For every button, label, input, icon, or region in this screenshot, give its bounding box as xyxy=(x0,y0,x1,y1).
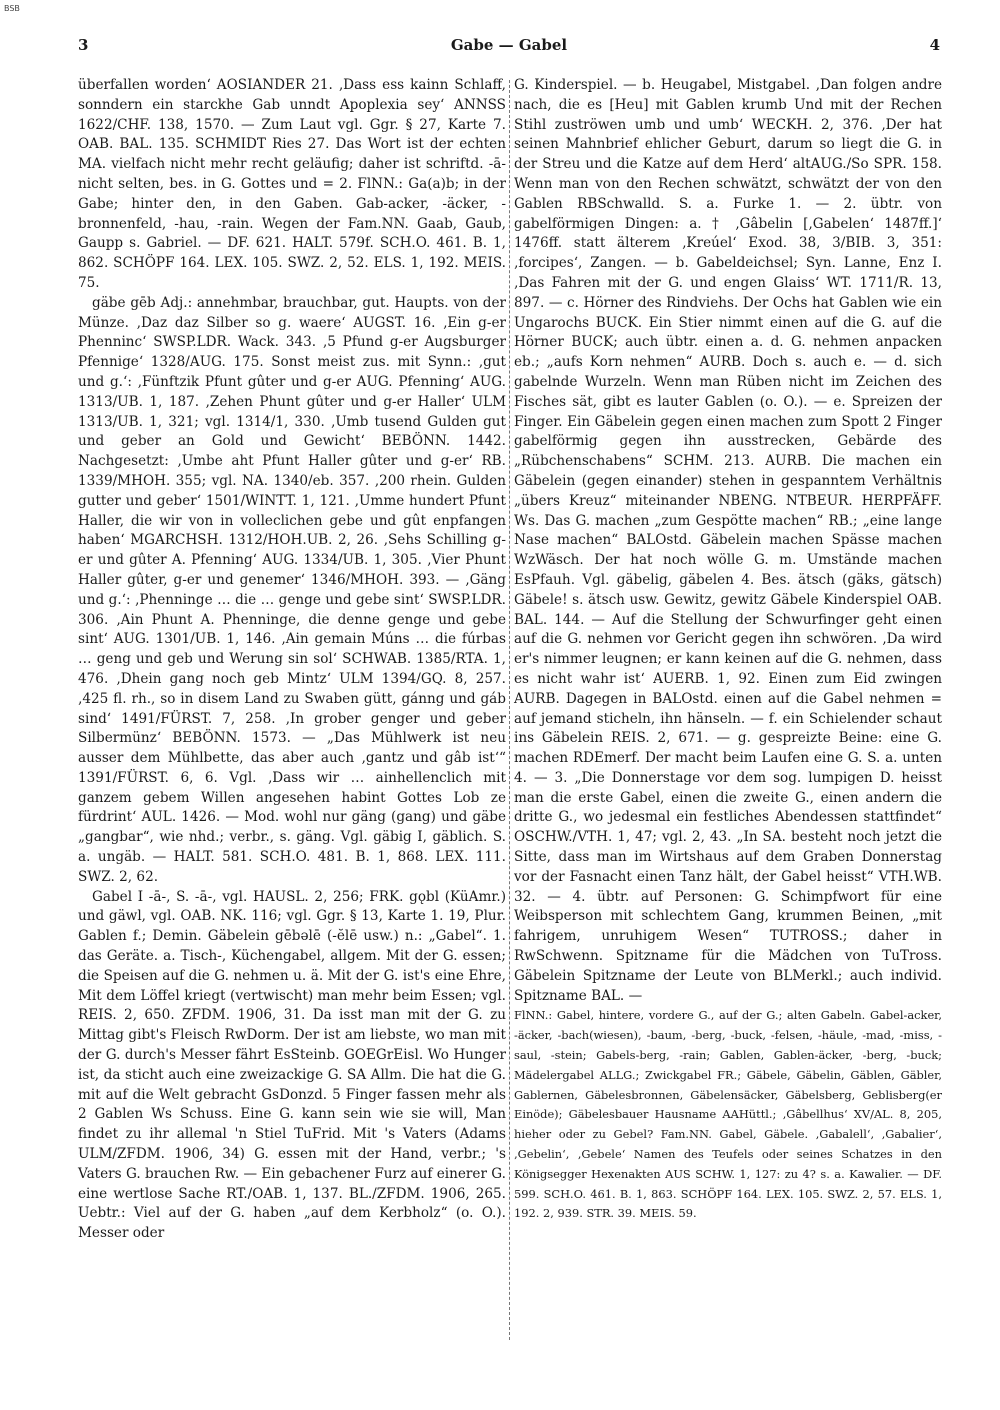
column-divider xyxy=(509,80,510,1340)
entry-gaebe: gäbe gēb Adj.: annehmbar, brauchbar, gut. Haupts. von der Münze. ‚Daz daz Silber so g. waere‘ AUGST. 16. ‚Ein g-er Phenninc‘ SWSP.LDR. Wack. 343. ‚5 Pfund g-er Augsburger Pfennige‘ 1328/AUG. 175. Sonst meist zus. mit Synn.: ‚gut und g.‘: ‚Fünftzik Pfunt gûter und g-er AUG. Pfenning‘ AUG. 1313/UB. 1, 187. ‚Zehen Phunt gûter und g-er Haller‘ ULM 1313/UB. 1, 321; vgl. 1314/1, 330. ‚Umb tusend Gulden gut und geber an Gold und Gewicht‘ BEBÖNN. 1442. Nachgesetzt: ‚Umbe aht Pfunt Haller gûter und g-er‘ RB. 1339/MHOH. 355; vgl. NA. 1340/eb. 357. ‚200 rhein. Gulden gutter und geber‘ 1501/WINTT. 1, 121. ‚Umme hundert Pfunt Haller, die wir von in volleclichen gebe und gût enpfangen haben‘ MGARCHSH. 1312/HOH.UB. 2, 26. ‚Sehs Schilling g-er und gûter A. Pfenning‘ AUG. 1334/UB. 1, 305. ‚Vier Phunt Haller gûter, g-er und genemer‘ 1346/MHOH. 393. — ‚Gäng und g.‘: ‚Phenninge … die … genge und gebe sint‘ SWSP.LDR. 306. ‚Ain Phunt A. Phenninge, die denne genge und gebe sint‘ AUG. 1301/UB. 1, 146. ‚Ain gemain Múns … die fúrbas … geng und geb und Werung sin sol‘ SCHWAB. 1385/RTA. 1, 476. ‚Dhein gang noch geb Mintz‘ ULM 1394/GQ. 8, 257. ‚425 fl. rh., so in disem Land zu Swaben gütt, gánng und gáb sind‘ 1491/FÜRST. 7, 258. ‚In grober genger und geber Silbermünz‘ BEBÖNN. 1573. — „Das Mühlwerk ist neu ausser dem Mühlbette, das aber auch ‚gantz und gâb ist‘“ 1391/FÜRST. 6, 6. Vgl. ‚Dass wir … ainhellenclich mit ganzem gebem Willen angesehen habint Gottes Lob ze fürdrint‘ AUL. 1426. — Mod. wohl nur gäng (gang) und gäbe „gangbar“, wie nhd.; verbr., s. gäng. Vgl. gäbig I, gäblich. S. a. ungäb. — HALT. 581. SCH.O. 481. B. 1, 868. LEX. 111. SWZ. 2, 62. xyxy=(78,294,506,885)
entry-gabel-placenames: FlNN.: Gabel, hintere, vordere G., auf der G.; alten Gabeln. Gabel-acker, -äcker, -bach(wiesen), -baum, -berg, -buck, -felsen, -häule, -mad, -miss, -saul, -stein; Gabels-berg, -rain; Gablen, Gablen-äcker, -berg, -buck; Mädelergabel ALLG.; Zwickgabel FR.; Gäbele, Gäbelin, Gäblen, Gäbler, Gablernen, Gäbelesbronnen, Gäbelensäcker, Gäbelsberg, Geblisberg(er Einöde); Gäbelesbauer Hausname AAHüttl.; ‚Gâbellhus‘ XV/AL. 8, 205, hieher oder zu Gebel? Fam.NN. Gabel, Gäbele. ‚Gabalell‘, ‚Gabalier‘, ‚Gebelin‘, ‚Gebele‘ Namen des Teufels oder seines Schatzes in den Königsegger Hexenakten AUS SCHW. 1, 127: zu 4? s. a. Kawalier. — DF. 599. SCH.O. 461. B. 1, 863. SCHÖPF 164. LEX. 105. SWZ. 2, 57. ELS. 1, 192. 2, 939. STR. 39. MEIS. 59. xyxy=(514,1008,942,1221)
page-header xyxy=(78,36,940,60)
entry-continuation-gabe: überfallen worden‘ AOSIANDER 21. ‚Dass ess kainn Schlaff, sonndern ein starckhe Gab unndt Apoplexia sey‘ ANNSS 1622/CHF. 138, 1570. — Zum Laut vgl. Ggr. § 27, Karte 7. OAB. BAL. 135. SCHMIDT Ries 27. Das Wort ist der echten MA. vielfach nicht mehr recht geläufig; daher ist schriftd. -ā- nicht selten, bes. in G. Gottes und = 2. FlNN.: Ga(a)b; in der Gabe; hinter den, in den Gaben. Gab-acker, -äcker, -bronnenfeld, -hau, -rain. Wegen der Fam.NN. Gaab, Gaub, Gaupp s. Gabriel. — DF. 621. HALT. 579f. SCH.O. 461. B. 1, 862. SCHÖPF 164. LEX. 105. SWZ. 2, 52. ELS. 1, 192. MEIS. 75. xyxy=(78,77,506,291)
page-number-right: 4 xyxy=(929,36,940,54)
running-title: Gabe — Gabel xyxy=(450,36,568,54)
left-column xyxy=(78,76,506,1244)
library-stamp: BSB xyxy=(4,4,20,13)
page-number-left: 3 xyxy=(78,36,89,54)
entry-gabel-continued: G. Kinderspiel. — b. Heugabel, Mistgabel. ‚Dan folgen andre nach, die es [Heu] mit Gablen krumb Und mit der Rechen Stihl zuströwen umb und umb‘ WECKH. 2, 376. ‚Der hat seinen Mahnbrief ehlicher Geburt, darum so liegt die G. in der Streu und die Katze auf dem Herd‘ altAUG./So SPR. 158. Wenn man von den Rechen schwätzt, schwätzt der von den Gablen RBSchwalld. S. a. Furke 1. — 2. übtr. von gabelförmigen Dingen: a. † ‚Gâbelin [‚Gabelen‘ 1487ff.]‘ 1476ff. statt älterem ‚Kreúel‘ Exod. 38, 3/BIB. 3, 351: ‚forcipes‘, Zangen. — b. Gabeldeichsel; Syn. Lanne, Enz I. ‚Das Fahren mit der G. und engen Glaiss‘ WT. 1711/R. 13, 897. — c. Hörner des Rindviehs. Der Ochs hat Gablen wie ein Ungarochs BUCK. Ein Stier nimmt einen auf die G. auf die Hörner BUCK; auch übtr. einen a. d. G. nehmen anpacken eb.; „aufs Korn nehmen“ AURB. Doch s. auch e. — d. sich gabelnde Wurzeln. Wenn man Rüben nicht im Zeichen des Fisches sät, gibt es lauter Gablen (o. O.). — e. Spreizen der Finger. Ein Gäbelein gegen einen machen zum Spott 2 Finger gabelförmig gegen ihn ausstrecken, Gebärde des „Rübchenschabens“ SCHM. 213. AURB. Die machen ein Gäbelein (gegen einander) stehen in gespanntem Verhältnis „übers Kreuz“ miteinander NBENG. NTBEUR. HERPFÄFF. Ws. Das G. machen „zum Gespötte machen“ RB.; „eine lange Nase machen“ BALOstd. Gäbelein machen Spässe machen WzWäsch. Der hat noch wölle G. m. Umstände machen EsPfauh. Vgl. gäbelig, gäbelen 4. Bes. ätsch (gäks, gätsch) Gäbele! s. ätsch usw. Gewitz, gewitz Gäbele Kinderspiel OAB. BAL. 144. — Auf die Stellung der Schwurfinger geht einen auf die G. nehmen vor Gericht gegen ihn schwören. ‚Da wird er's nimmer leugnen; er kann keinen auf die G. nehmen, dass es nicht wahr ist‘ AUERB. 1, 92. Einen zum Eid zwingen AURB. Dagegen in BALOstd. einen auf die Gabel nehmen = auf jemand sticheln, ihn hänseln. — f. ein Schielender schaut ins Gäbelein REIS. 2, 671. — g. gespreizte Beine: eine G. machen RDEmerf. Der macht beim Laufen eine G. S. a. unten 4. — 3. „Die Donnerstage vor dem sog. lumpigen D. heisst man die erste Gabel, einen die zweite G., einen andern die dritte G., wo jedesmal ein festliches Abendessen stattfindet“ OSCHW./VTH. 1, 47; vgl. 2, 43. „In SA. besteht noch jetzt die Sitte, dass man im Wirtshaus auf dem Graben Donnerstag vor der Fasnacht einen Tanz hält, der Gabel heisst“ VTH.WB. 32. — 4. übtr. auf Personen: G. Schimpfwort für eine Weibsperson mit schlechtem Gang, krummen Beinen, „mit fahrigem, unruhigem Wesen“ TUTROSS.; daher in RwSchwenn. Spitzname für die Mädchen von TuTross. Gäbelein Spitzname der Leute von BLMerkl.; auch individ. Spitzname BAL. — xyxy=(514,77,942,1004)
entry-gabel: Gabel I -ā-, S. -ā-, vgl. HAUSL. 2, 256; FRK. gǫbl (KüAmr.) und gäwl, vgl. OAB. NK. 116; vgl. Ggr. § 13, Karte 1. 19, Plur. Gablen f.; Demin. Gäbelein gēbəlē (-ĕlē usw.) n.: „Gabel“. 1. das Geräte. a. Tisch-, Küchengabel, allgem. Mit der G. essen; die Speisen auf die G. nehmen u. ä. Mit der G. ist's eine Ehre, Mit dem Löffel kriegt (vertwischt) man mehr beim Essen; vgl. REIS. 2, 650. ZFDM. 1906, 31. Da isst man mit der G. zu Mittag gibt's Fleisch RwDorm. Der ist am liebste, wo man mit der G. durch's Messer fährt EsSteinb. GOEGrEisl. Wo Hunger ist, da sticht auch eine zweizackige G. SA Allm. Die hat die G. mit auf die Welt gebracht GsDonzd. 5 Finger fassen mehr als 2 Gablen Ws Schuss. Eine G. kann sein wie sie will, Man findet zu ihr allemal 'n Stiel TuFrid. Mit 's Vaters (Adams ULM/ZFDM. 1906, 34) G. essen mit der Hand, verbr.; 's Vaters G. brauchen Rw. — Ein gebachener Furz auf einerer G. eine wertlose Sache RT./OAB. 1, 137. BL./ZFDM. 1906, 265. Uebtr.: Viel auf der G. haben „auf dem Kerbholz“ (o. O.). Messer oder xyxy=(78,888,506,1242)
right-column xyxy=(514,76,942,1224)
